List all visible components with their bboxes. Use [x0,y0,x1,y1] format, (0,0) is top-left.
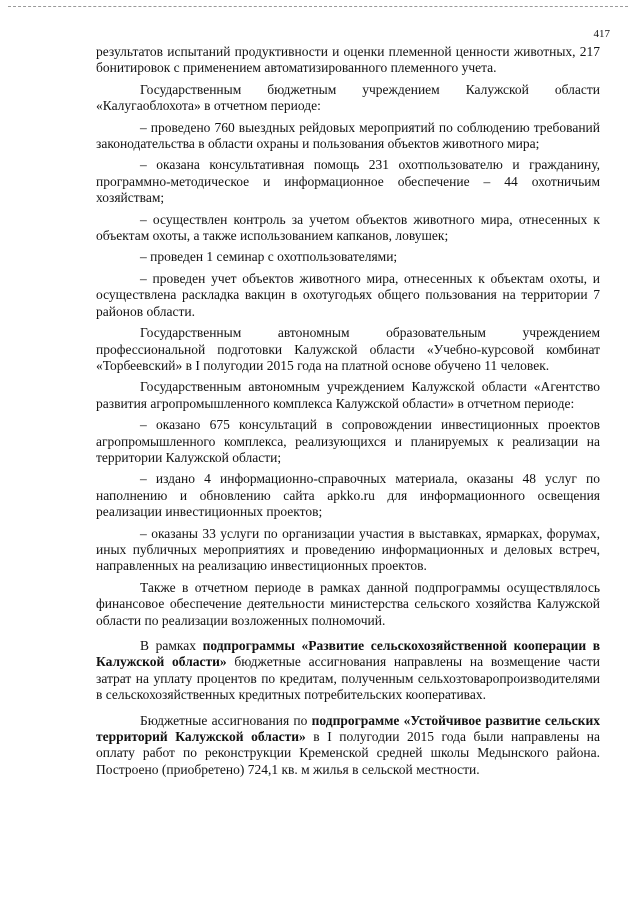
paragraph-13: Также в отчетном периоде в рамках данной подпрограммы осуществлялось финансовое обеспечение деятельности министерства сельского хозяйства Калужской области по реализации возложенных полномочий. [96,579,600,628]
paragraph-cooperation [96,638,600,704]
paragraph-4: – оказана консультативная помощь 231 охотпользователю и гражданину, программно-методическое и информационное обеспечение – 44 охотничьим хозяйствам; [96,157,600,206]
rural-text-before: Бюджетные ассигнования по [140,712,312,728]
rural-subprogram-title: подпрограмме «Устойчивое развитие сельских территорий Калужской области» [96,712,600,745]
rural-text-after: в I полугодии 2015 года были направлены на оплату работ по реконструкции Кременской средней школы Медынского района. Построено (приобретено) 724,1 кв. м жилья в сельской местности. [96,729,600,777]
paragraph-2: Государственным бюджетным учреждением Калужской области «Калугаоблохота» в отчетном периоде: [96,81,600,114]
paragraph-10: – оказано 675 консультаций в сопровождении инвестиционных проектов агропромышленного комплекса, реализующихся и планируемых к реализации на территории Калужской области; [96,417,600,465]
paragraph-6: – проведен 1 семинар с охотпользователями; [140,249,398,265]
cooperation-subprogram-title: подпрограммы «Развитие сельскохозяйственной кооперации в Калужской области» [96,638,601,670]
paragraph-3: – проведено 760 выездных рейдовых мероприятий по соблюдению требований законодательства в области охраны и пользования объектов животного мира; [96,119,600,152]
paragraph-12: – оказаны 33 услуги по организации участия в выставках, ярмарках, форумах, иных публичных мероприятиях и проведению информационных и деловых встреч, направленных на реализацию инвестиционных проектов. [96,525,600,574]
cooperation-text-after: бюджетные ассигнования направлены на возмещение части затрат на уплату процентов по кредитам, полученным сельхозтоваропроизводителями в сельскохозяйственных кредитных потребительских кооперативах. [96,654,600,703]
cooperation-text-before: В рамках [140,638,203,653]
document-body [96,44,600,783]
scan-top-edge [8,6,628,10]
paragraph-8: Государственным автономным образовательным учреждением профессиональной подготовки Калужской области «Учебно-курсовой комбинат «Торбеевский» в I полугодии 2015 года на платной основе обучено 11 человек. [96,325,600,373]
paragraph-rural [96,713,600,779]
paragraph-9: Государственным автономным учреждением Калужской области «Агентство развития агропромышленного комплекса Калужской области» в отчетном периоде: [96,379,600,411]
paragraph-11: – издано 4 информационно-справочных материала, оказаны 48 услуг по наполнению и обновлению сайта apkko.ru для информационного освещения реализации инвестиционных проектов; [96,471,600,520]
page-number: 417 [593,28,610,40]
paragraph-5: – осуществлен контроль за учетом объектов животного мира, отнесенных к объектам охоты, а также использованием капканов, ловушек; [96,211,600,244]
paragraph-1: результатов испытаний продуктивности и оценки племенной ценности животных, 217 бонитировок с применением автоматизированного племенного учета. [96,44,600,76]
paragraph-7: – проведен учет объектов животного мира, отнесенных к объектам охоты, и осуществлена раскладка вакцин в охотугодьях общего пользования на территории 7 районов области. [96,270,600,319]
